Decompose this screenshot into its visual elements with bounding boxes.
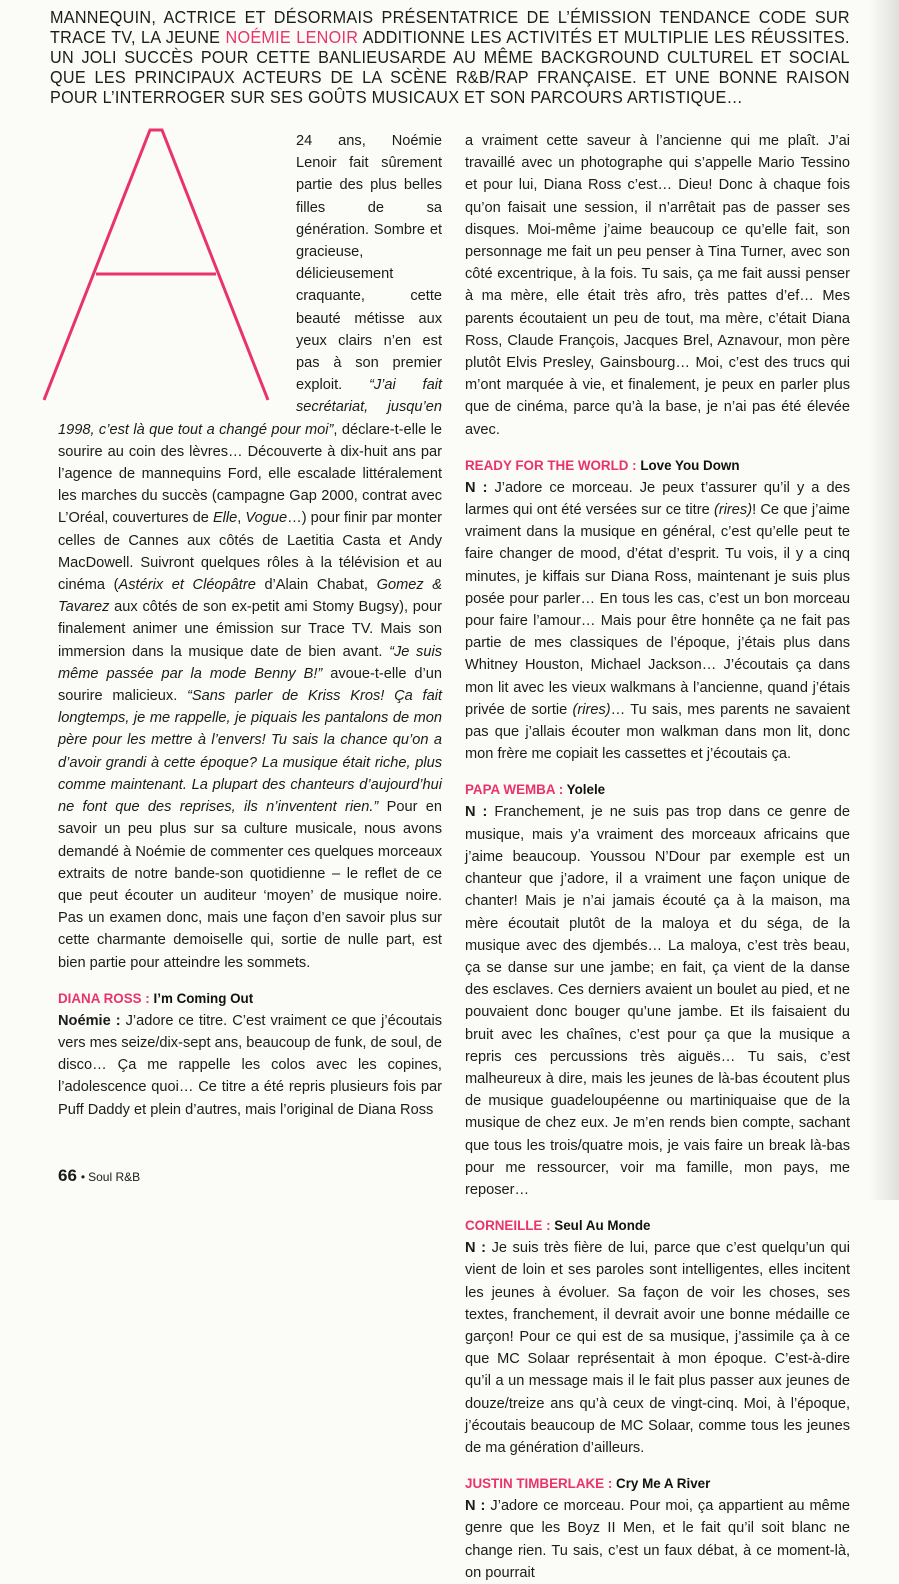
section-text-justin-timberlake: N : J’adore ce morceau. Pour moi, ça appartient au même genre que les Boyz II Men, et le fait qu’il soit blanc ne change rien. Tu sais, c’est un faux débat, à ce moment-là, on pourrait	[465, 1498, 850, 1581]
section-song: Love You Down	[636, 457, 740, 473]
section-song: Yolele	[563, 782, 606, 798]
section-artist: PAPA WEMBA :	[465, 782, 564, 798]
drop-cap-a-icon	[38, 124, 278, 404]
section-song: Seul Au Monde	[550, 1218, 651, 1234]
section-text-diana-ross: Noémie : J’adore ce titre. C’est vraiment ce que j’écoutais vers mes seize/dix-sept ans, beaucoup de funk, de soul, de disco… Ça me rappelle les colos avec les copines, l’adolescence quoi… Ce titre a été repris plusieurs fois par Puff Daddy et plein d’autres, mais l’original de Diana Ross	[58, 1012, 442, 1118]
intro-highlighted-name: NOÉMIE LENOIR	[225, 27, 359, 47]
intro-body-paragraph: 24 ans, Noémie Lenoir fait sûrement partie des plus belles filles de sa génération. Sombre et gracieuse, délicieusement craquante, cette beauté métisse aux yeux clairs n’en est pas à son premier exploit. “J’ai fait secrétariat, jusqu’en 1998, c’est là que tout a changé pour moi”, déclare-t-elle le sourire au coin des lèvres… Découverte à dix-huit ans par l’agence de mannequins Ford, elle escalade littéralement les marches du succès (campagne Gap 2000, contrat avec L’Oréal, couvertures de Elle, Vogue…) pour finir par monter celles de Cannes aux côtés de Laetitia Casta et Andy MacDowell. Suivront quelques rôles à la télévision et au cinéma (Astérix et Cléopâtre d’Alain Chabat, Gomez & Tavarez aux côtés de son ex-petit ami Stomy Bugsy), pour finalement animer une émission sur Trace TV. Mais son immersion dans la musique date de bien avant. “Je suis même passée par la mode Benny B!” avoue-t-elle d’un sourire malicieux. “Sans parler de Kriss Kros! Ça fait longtemps, je me rappelle, je piquais les pantalons de mon père pour les mettre à l’envers! Tu sais la chance qu’on a d’avoir grandi à cette époque? La musique était riche, plus comme maintenant. La plupart des chanteurs d’aujourd’hui ne font que des reprises, ils n’inventent rien.” Pour en savoir un peu plus sur sa culture musicale, nous avons demandé à Noémie de commenter ces quelques morceaux extraits de notre bande-son quotidienne – le reflet de ce que peut écouter un auditeur ‘moyen’ de musique noire. Pas un examen donc, mais une façon d’en savoir plus sur cette charmante demoiselle qui, sortie de nulle part, est bien partie pour atteindre les sommets.	[58, 133, 443, 971]
section-heading-papa-wemba	[465, 779, 850, 801]
section-artist: JUSTIN TIMBERLAKE :	[465, 1476, 613, 1492]
section-text-papa-wemba: N : Franchement, je ne suis pas trop dans ce genre de musique, mais y’a vraiment des morceaux africains que j’aime beaucoup. Youssou N’Dour par exemple est un chanteur que j’adore, il a vraiment une façon unique de chanter! Mais je n’ai jamais écouté ça à la maison, ma mère écoutait plutôt de la maloya et du séga, de la musique avec des djembés… La maloya, c’est très beau, ça se danse sur une jambe; en fait, ça vient de la danse des esclaves. Ces derniers avaient un boulet au pied, et ne pouvaient donc bouger qu’une jambe. Et ils faisaient du bruit avec les chaînes, c’est pour ça que la musique a repris ces percussions très aiguës… Tu sais, c’est malheureux à dire, mais les jeunes de là-bas écoutent plus de musique guadeloupéenne ou martiniquaise que de la musique de chez eux. Je m’en rends bien compte, sachant que tous les trois/quatre mois, je vais faire un break là-bas pour me ressourcer, voir ma famille, mon pays, me reposer…	[465, 804, 850, 1198]
footer-bullet: •	[80, 1170, 86, 1184]
page-number: 66	[58, 1166, 77, 1185]
section-heading-diana-ross: DIANA ROSS : I’m Coming Out	[58, 990, 254, 1006]
page-edge-shadow	[869, 0, 899, 1200]
magazine-name: Soul R&B	[88, 1170, 141, 1184]
section-heading-ready-for-the-world	[465, 455, 850, 477]
section-artist: CORNEILLE :	[465, 1218, 551, 1234]
section-text-diana-ross-continued: a vraiment cette saveur à l’ancienne qui me plaît. J’ai travaillé avec un photographe qui s’appelle Mario Tessino et pour lui, Diana Ross c’est… Dieu! Donc à chaque fois qu’on faisait une session, il n’arrêtait pas de passer ses disques. Moi-même j’aime beaucoup ce qu’elle fait, son personnage me fait un peu penser à Tina Turner, avec son côté excentrique, à la fois. Tu sais, ça me fait aussi penser à ma mère, elle était très afro, très pattes d’ef… Mes parents écoutaient un peu de tout, ma mère, c’était Diana Ross, Claude François, Jacques Brel, Aznavour, mon père plutôt Elvis Presley, Gainsbourg… Moi, c’est des trucs qui m’ont marquée à vie, et finalement, je peux en parler plus que de cinéma, parce qu’à la base, je n’ai pas été élevée avec.	[465, 133, 850, 438]
intro-paragraph	[50, 7, 850, 107]
section-text-corneille: N : Je suis très fière de lui, parce que c’est quelqu’un qui vient de loin et ses paroles sont intelligentes, elles incitent les jeunes à évoluer. Sa façon de voir les choses, ses textes, franchement, il devrait avoir une bonne médaille ce garçon! Pour ce qui est de sa musique, j’assimile ça à ce que MC Solaar représentait à mon époque. C’est-à-dire qu’il a un message mais il le fait plus passer aux jeunes de douze/treize ans qu’à ceux de vingt-cinq. Moi, à l’époque, j’écoutais beaucoup de MC Solaar, comme tous les jeunes de ma génération d’ailleurs.	[465, 1240, 850, 1456]
section-song: Cry Me A River	[612, 1476, 711, 1492]
page-footer	[58, 1166, 140, 1186]
article-column-left	[58, 130, 442, 1121]
section-text-ready-for-the-world: N : J’adore ce morceau. Je peux t’assurer qu’il y a des larmes qui ont été versées sur ce titre (rires)! Ce que j’aime vraiment dans la musique en général, c’est qu’elle peut te faire changer de mood, d’état d’esprit. Tu vois, il y a cinq minutes, je kiffais sur Diana Ross, maintenant je suis plus posée pour parler… En tous les cas, c’est un bon morceau pour faire l’amour… Mais pour être honnête ça ne fait pas partie de mes classiques de l’époque, j’étais plus dans Whitney Houston, Michael Jackson… J’écoutais ça dans mon lit avec les vieux walkmans à l’ancienne, quand j’étais privée de sortie (rires)… Tu sais, mes parents ne savaient pas que j’allais écouter mon walkman dans mon lit, donc mon frère me copiait les cassettes et j’écoutais ça.	[465, 479, 851, 763]
drop-cap-letter	[38, 124, 278, 404]
article-column-right	[465, 130, 850, 1584]
section-artist: READY FOR THE WORLD :	[465, 457, 637, 473]
intro-text-continued: ADDITIONNE LES ACTIVITÉS ET MULTIPLIE LES RÉUSSITES. UN JOLI SUCCÈS POUR CETTE BANLIEUSARDE AU MÊME BACKGROUND CULTUREL ET SOCIAL QUE LES PRINCIPAUX ACTEURS DE LA SCÈNE R&B/RAP FRANÇAISE. ET UNE BONNE RAISON POUR L’INTERROGER SUR SES GOÛTS MUSICAUX ET SON PARCOURS ARTISTIQUE…	[50, 27, 850, 107]
intro-text: MANNEQUIN, ACTRICE ET DÉSORMAIS PRÉSENTATRICE DE L’ÉMISSION TENDANCE CODE SUR TRACE TV, LA JEUNE	[50, 7, 850, 47]
section-heading-corneille	[465, 1215, 850, 1237]
section-heading-justin-timberlake	[465, 1473, 850, 1495]
